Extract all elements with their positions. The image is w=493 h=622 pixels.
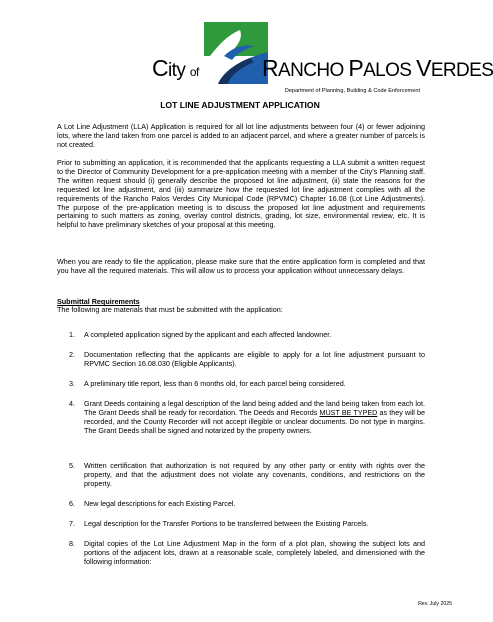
submittal-intro: The following are materials that must be submitted with the application: — [57, 305, 283, 314]
item-text: Written certification that authorization is not required by any other party or entity with rights over the property, and that the adjustment does not violate any covenants, conditions, and restrictions on the property. — [84, 461, 425, 488]
pre-application-paragraph: Prior to submitting an application, it is recommended that the applicants requesting a LLA submit a written request to the Director of Community Development for a pre-application meeting with a member of the City's Planning staff. The written request should (i) generally describe the proposed lot line adjustment, (ii) state the reasons for the requested lot line adjustment, and (iii) summarize how the requested lot line adjustment complies with all the requirements of the Rancho Palos Verdes City Municipal Code (RPVMC) Chapter 16.08 (Lot Line Adjustments). The purpose of the pre-application meeting is to discuss the proposed lot line adjustment and requirements pertaining to such matters as zoning, overlay control districts, grading, lot size, environmental review, etc. It is helpful to have preliminary sketches of your proposal at this meeting. — [57, 158, 425, 230]
city-logo — [152, 22, 493, 84]
item-text: Digital copies of the Lot Line Adjustment Map in the form of a plot plan, showing the subject lots and portions of the adjacent lots, drawn at a reasonable scale, completely labeled, and dimensioned with the following information: — [84, 539, 425, 566]
filing-paragraph: When you are ready to file the application, please make sure that the entire application form is completed and that you have all the required materials. This will allow us to process your application without unnecessary delays. — [57, 257, 425, 275]
item-text: New legal descriptions for each Existing Parcel. — [84, 499, 236, 508]
intro-paragraph: A Lot Line Adjustment (LLA) Application is required for all lot line adjustments between four (4) or fewer adjoining lots, where the land taken from one parcel is added to an adjacent parcel, and where a greater number of parcels is not created. — [57, 122, 425, 149]
item-text: Grant Deeds containing a legal description of the land being added and the land being taken from each lot. The Grant Deeds shall be ready for recordation. The Deeds and Records MUST BE TYPED as they will be recorded, and the County Recorder will not accept illegible or unclear documents. Do not type in margins. The Grant Deeds shall be signed and notarized by the property owners. — [84, 399, 426, 435]
item-number: 8. — [69, 539, 75, 548]
submittal-heading: Submittal Requirements — [57, 297, 140, 306]
item-text: A preliminary title report, less than 6 months old, for each parcel being considered. — [84, 379, 346, 388]
rancho-palos-verdes-wordmark: RANCHO PALOS VERDES — [262, 55, 493, 81]
item-number: 4. — [69, 399, 75, 408]
item-number: 5. — [69, 461, 75, 470]
peninsula-logo-icon — [204, 22, 268, 84]
item-number: 6. — [69, 499, 75, 508]
revision-date: Rev. July 2025 — [418, 601, 452, 607]
must-be-typed-emphasis: MUST BE TYPED — [319, 407, 378, 417]
item-text: A completed application signed by the applicant and each affected landowner. — [84, 330, 332, 339]
city-of-wordmark: City of — [152, 55, 199, 81]
item-number: 2. — [69, 350, 75, 359]
item-text: Legal description for the Transfer Portions to be transferred between the Existing Parcels. — [84, 519, 369, 528]
item-number: 1. — [69, 330, 75, 339]
department-name: Department of Planning, Building & Code Enforcement — [284, 88, 420, 94]
item-text: Documentation reflecting that the applicants are eligible to apply for a lot line adjustment pursuant to RPVMC Section 16.08.030 (Eligible Applicants). — [84, 350, 425, 368]
page-title: LOT LINE ADJUSTMENT APPLICATION — [160, 100, 320, 110]
item-number: 7. — [69, 519, 75, 528]
item-number: 3. — [69, 379, 75, 388]
